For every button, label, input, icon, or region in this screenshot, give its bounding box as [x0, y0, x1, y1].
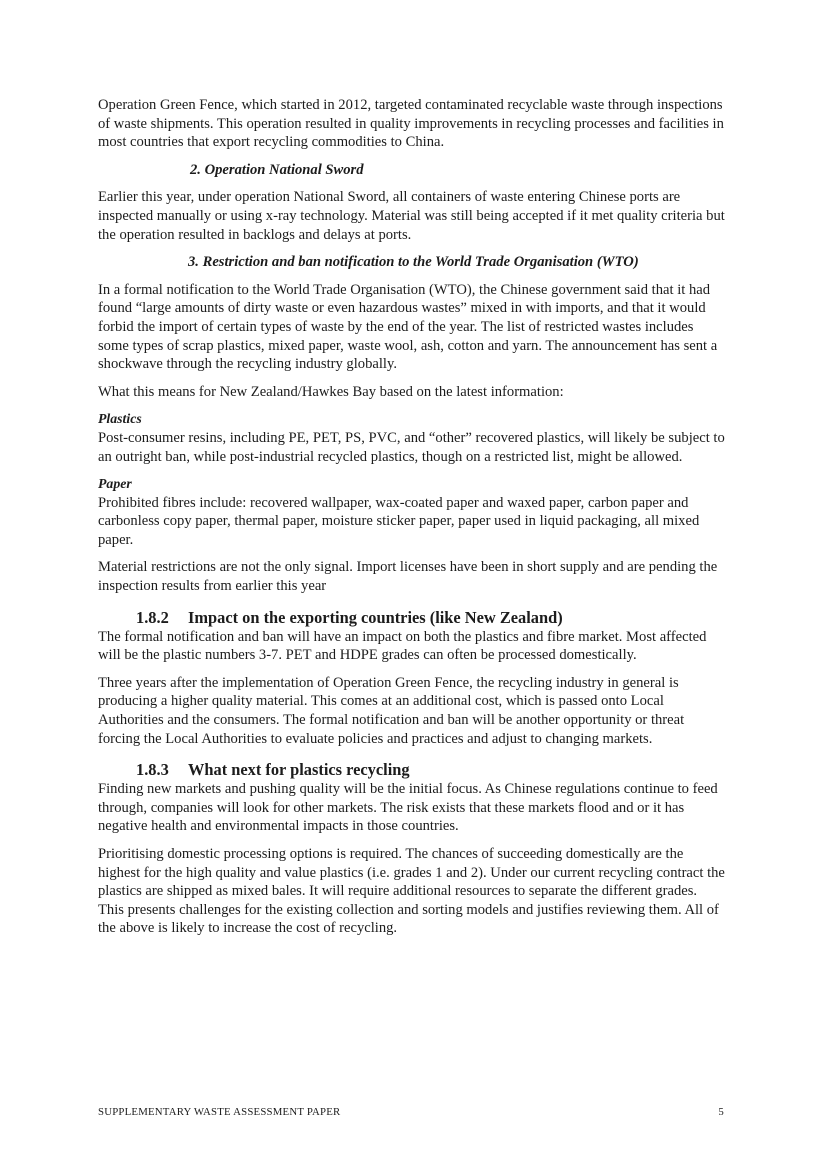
section-number: 1.8.2: [136, 607, 169, 627]
paragraph-impact-1: The formal notification and ban will have an impact on both the plastics and fibre market. Most affected will be the plastic numbers 3-7. PET and HDPE grades can often be processed domestically.: [98, 628, 707, 664]
footer-title: SUPPLEMENTARY WASTE ASSESSMENT PAPER: [98, 1106, 341, 1118]
label-plastics: Plastics: [98, 411, 142, 427]
subheading-wto-notification: 3. Restriction and ban notification to the World Trade Organisation (WTO): [188, 254, 639, 271]
paragraph-green-fence: Operation Green Fence, which started in 2012, targeted contaminated recyclable waste through inspections of waste shipments. This operation resulted in quality improvements in recycling processes and facilities in most countries that export recycling commodities to China.: [98, 97, 724, 151]
section-number: 1.8.3: [136, 760, 169, 780]
paragraph-what-this-means: What this means for New Zealand/Hawkes Bay based on the latest information:: [98, 383, 564, 400]
section-heading-1-8-2: [136, 608, 726, 628]
section-heading-1-8-3: [136, 760, 726, 780]
paragraph-material-restrictions: Material restrictions are not the only signal. Import licenses have been in short supply and are pending the inspection results from earlier this year: [98, 559, 718, 595]
paragraph-paper: Prohibited fibres include: recovered wallpaper, wax-coated paper and waxed paper, carbon paper and carbonless copy paper, thermal paper, moisture sticker paper, paper used in liquid packaging, all mixed paper.: [98, 494, 700, 548]
section-title: Impact on the exporting countries (like New Zealand): [188, 607, 563, 627]
paragraph-next-1: Finding new markets and pushing quality will be the initial focus. As Chinese regulations continue to feed through, companies will look for other markets. The risk exists that these markets flood and or it has negative health and environmental impacts in those countries.: [98, 781, 718, 835]
page-body: [98, 96, 726, 947]
paragraph-plastics: Post-consumer resins, including PE, PET, PS, PVC, and “other” recovered plastics, will likely be subject to an outright ban, while post-industrial recycled plastics, though on a restricted list, might be allowed.: [98, 429, 725, 465]
paragraph-national-sword: Earlier this year, under operation National Sword, all containers of waste entering Chinese ports are inspected manually or using x-ray technology. Material was still being accepted if it met quality criteria but the operation resulted in backlogs and delays at ports.: [98, 189, 725, 243]
paragraph-wto-notification: In a formal notification to the World Trade Organisation (WTO), the Chinese government said that it had found “large amounts of dirty waste or even hazardous wastes” mixed in with imports, and that it would forbid the import of certain types of waste by the end of the year. The list of restricted wastes includes some types of scrap plastics, mixed paper, waste wool, ash, cotton and yarn. The announcement has sent a shockwave through the recycling industry globally.: [98, 281, 718, 373]
section-title: What next for plastics recycling: [188, 760, 410, 780]
paragraph-impact-2: Three years after the implementation of Operation Green Fence, the recycling industry in general is producing a higher quality material. This comes at an additional cost, which is passed onto Local Authorities and the consumers. The formal notification and ban will be another opportunity or threat forcing the Local Authorities to evaluate policies and practices and adjust to changing markets.: [98, 674, 685, 747]
page-number: 5: [718, 1106, 724, 1118]
paragraph-next-2: Prioritising domestic processing options is required. The chances of succeeding domestically are the highest for the high quality and value plastics (i.e. grades 1 and 2). Under our current recycling contract the plastics are shipped as mixed bales. It will require additional resources to separate the different grades. This presents challenges for the existing collection and sorting models and justifies reviewing them. All of the above is likely to increase the cost of recycling.: [98, 846, 725, 937]
label-paper: Paper: [98, 476, 132, 492]
subheading-national-sword: 2. Operation National Sword: [190, 161, 364, 178]
